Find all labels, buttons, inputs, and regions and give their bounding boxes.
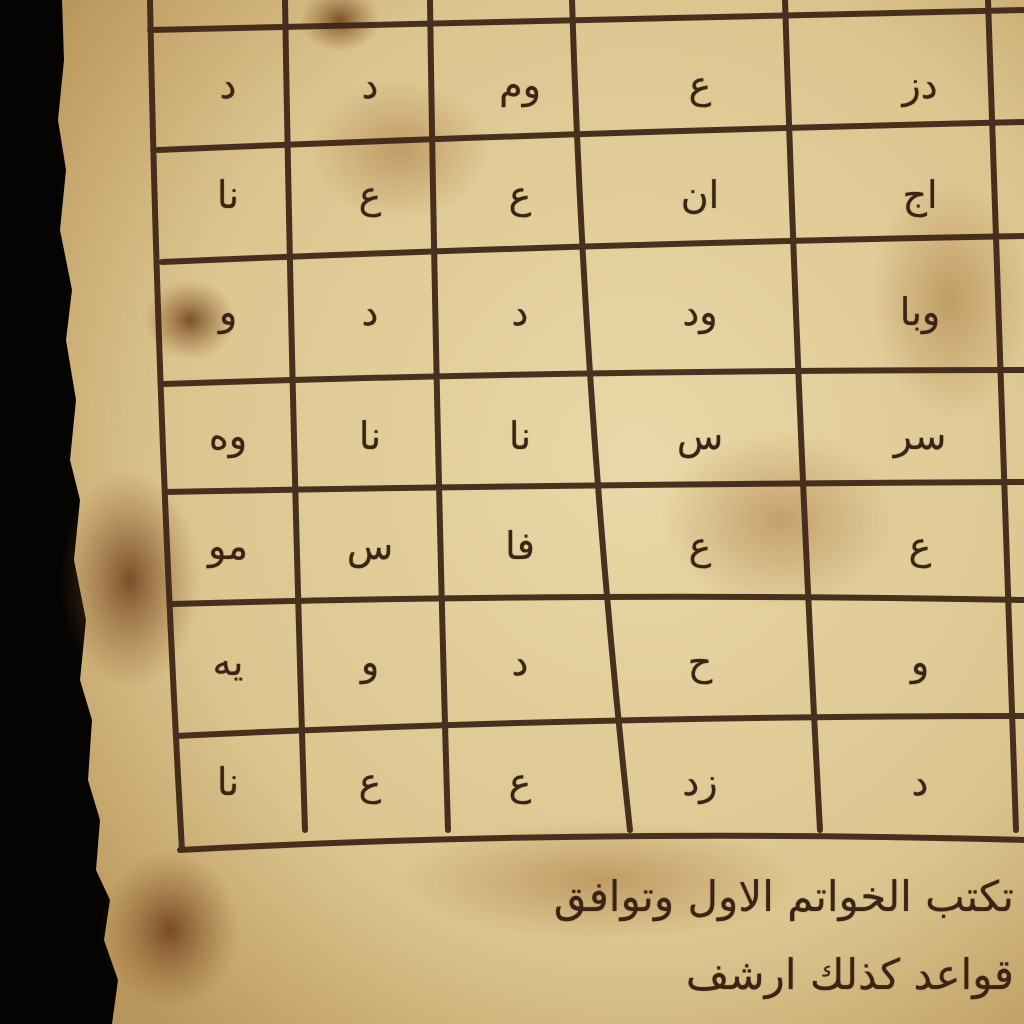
table-cell: نا [216,760,240,804]
table-cell: ع [908,524,932,568]
table-cell: وم [499,63,541,107]
table-cell: د [911,760,929,804]
table-cell: ع [508,760,532,804]
table-cell: س [676,414,724,458]
table-cell: ح [687,640,713,684]
table-cell: نا [508,414,532,458]
table-cell: وبا [899,290,941,334]
table-cell: فا [505,524,535,568]
table-cell: زد [682,760,718,804]
table-cell: ع [358,173,382,217]
table-cell: و [910,640,930,684]
table-cell: نا [216,173,240,217]
table-cell: مو [208,524,248,568]
table-cell: ع [508,173,532,217]
table-cell: د [511,640,529,684]
stain-bottom-left [100,850,240,1010]
table-cell: ود [682,290,718,334]
table-cell: ع [358,760,382,804]
table-cell: وه [208,414,248,458]
table-cell: ع [688,63,712,107]
table-cell: د [511,290,529,334]
table-cell: دز [902,63,938,107]
table-cell: يه [212,640,244,684]
table-cell: س [346,524,394,568]
table-cell: ان [680,173,720,217]
table-cell: سر [893,414,947,458]
table-cell: ع [688,524,712,568]
footer-line-2: قواعد كذلك ارشف [685,950,1014,999]
footer-line-1: تكتب الخواتم الاول وتوافق [553,872,1014,921]
table-cell: اج [902,173,938,217]
table-cell: و [218,290,238,334]
table-cell: د [361,63,379,107]
table-cell: د [361,290,379,334]
table-cell: و [360,640,380,684]
table-cell: نا [358,414,382,458]
table-cell: د [219,63,237,107]
